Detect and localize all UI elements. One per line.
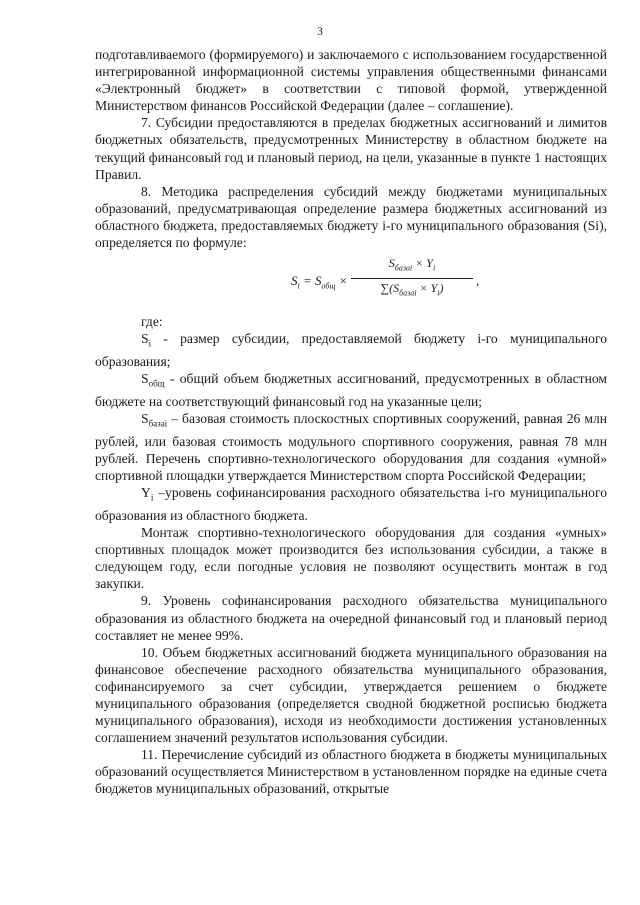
definition-yi-sub: i (150, 492, 154, 503)
paragraph-8: 8. Методика распределения субсидий между бюджетами муниципальных образований, предусматривающая определение размера бюджетных ассигнований из областного бюджета, предоставляемых бюджету i-го муниципального образования (Si), определяется по формуле: (95, 183, 607, 251)
definition-si-symbol: S (141, 331, 149, 347)
formula-equals: = (299, 273, 316, 289)
definition-si-text: - размер субсидии, предоставляемой бюджету i-го муниципального образования; (95, 331, 607, 370)
definition-sobsh-sub: общ (148, 378, 165, 389)
formula-den-close: ) (439, 280, 444, 295)
formula-den-s-sub: базаi (399, 288, 417, 297)
definition-sbaz-text: – базовая стоимость плоскостных спортивных сооружений, равная 26 млн рублей, или базовая стоимость модульного спортивного сооружения, равная 78 млн рублей. Перечень спортивно-технологического оборудования для создания «умной» спортивной площадки утверждается Министерством спорта Российской Федерации; (95, 411, 607, 484)
paragraph-continuation: подготавливаемого (формируемого) и заключаемого с использованием государственной интегрированной информационной системы управления общественными финансами «Электронный бюджет» в соответствии с типовой формой, утвержденной Министерством финансов Российской Федерации (далее – соглашение). (95, 47, 607, 114)
formula-num-s-sub: базаi (394, 263, 413, 273)
formula-tail: , (476, 273, 480, 289)
formula-den-y-sub: i (437, 288, 440, 297)
formula-denominator (349, 279, 475, 301)
distribution-formula (95, 255, 607, 303)
page-number: 3 (317, 26, 323, 38)
definition-si-sub: i (148, 338, 152, 349)
formula-num-y: Y (426, 256, 433, 271)
definition-yi-text: –уровень софинансирования расходного обязательства i-го муниципального образования из областного бюджета. (95, 485, 607, 523)
formula-numerator (349, 255, 475, 277)
definition-si (95, 330, 607, 370)
where-label: где: (141, 314, 163, 330)
formula-den-s: S (393, 280, 400, 295)
formula-num-times: × (412, 256, 427, 271)
formula-total-sub: общ (321, 281, 336, 291)
definition-sbaz (95, 410, 607, 484)
formula-fraction (349, 255, 475, 301)
formula-total-symbol: S (315, 273, 322, 289)
paragraph-9: 9. Уровень софинансирования расходного обязательства муниципального образования из областного бюджета на очередной финансовый год и плановый период составляет не менее 99%. (95, 593, 607, 643)
definition-sobsh (95, 370, 607, 410)
definition-sobsh-symbol: S (141, 371, 149, 387)
definition-sbaz-symbol: S (141, 411, 149, 427)
formula-lhs (291, 272, 348, 295)
document-body (95, 46, 607, 798)
formula-lhs-symbol: S (291, 273, 298, 289)
paragraph-montazh: Монтаж спортивно-технологического оборудования для создания «умных» спортивных площадок может производится без использования субсидии, а также в следующем году, если погодные условия не позволяют осуществить монтаж в год закупки. (95, 525, 607, 592)
paragraph-7: 7. Субсидии предоставляются в пределах бюджетных ассигнований и лимитов бюджетных обязательств, предусмотренных Министерству в областном бюджете на текущий финансовый год и плановый период, на цели, указанные в пункте 1 настоящих Правил. (95, 115, 607, 182)
formula-lhs-sub: i (297, 281, 300, 291)
formula-num-s: S (388, 256, 395, 271)
formula-den-times: × (416, 280, 431, 295)
definition-yi-symbol: Y (141, 485, 151, 501)
formula-times: × (335, 273, 348, 289)
formula-den-y: Y (430, 280, 438, 295)
definition-sbaz-sub: базаi (148, 418, 168, 429)
formula-num-y-sub: i (432, 263, 436, 273)
definition-yi (95, 484, 607, 524)
paragraph-10: 10. Объем бюджетных ассигнований бюджета муниципального образования на финансовое обеспечение расходного обязательства муниципального образования, софинансируемого за счет субсидии, утверждается решением о бюджете муниципального образования (определяется сводной бюджетной росписью бюджета муниципального образования), исходя из необходимости достижения установленных соглашением значений результатов использования субсидии. (95, 644, 607, 746)
formula-den-sum: ∑( (380, 280, 394, 295)
definition-sobsh-text: - общий объем бюджетных ассигнований, предусмотренных в областном бюджете на соответствующий финансовый год на указанные цели; (95, 371, 607, 409)
paragraph-11: 11. Перечисление субсидий из областного бюджета в бюджеты муниципальных образований осуществляется Министерством в установленном порядке на единые счета бюджетов муниципальных образований, открытые (95, 747, 607, 797)
